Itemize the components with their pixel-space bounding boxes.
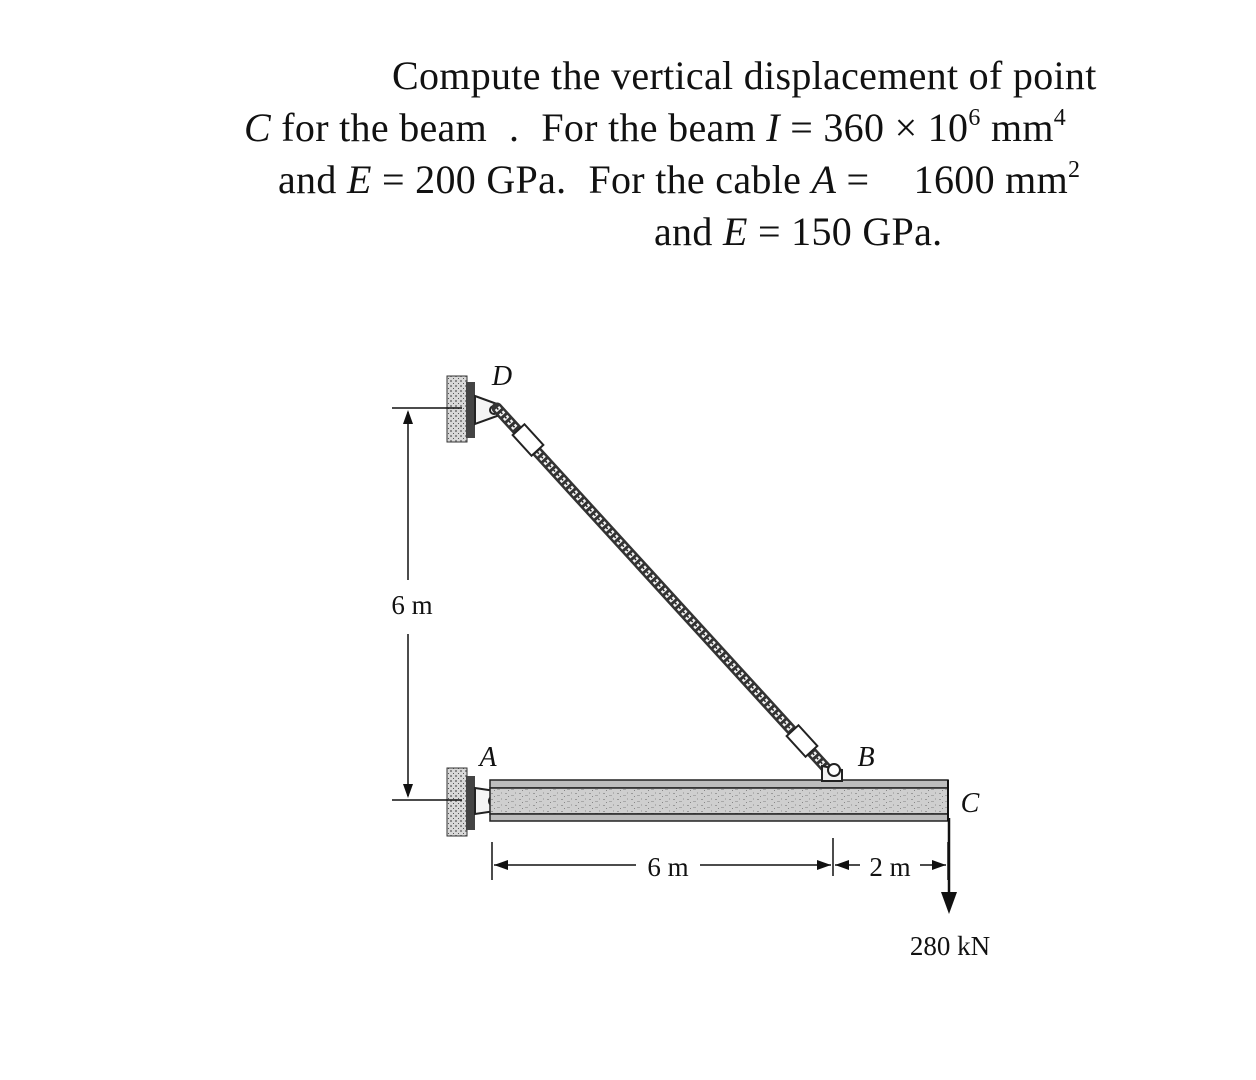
inertia-exponent: 6 [968, 105, 981, 131]
cable [497, 408, 842, 781]
beam-modulus-symbol: E [346, 157, 372, 202]
point-c-label: C [960, 788, 980, 819]
beam-inertia-phrase: For the beam [541, 105, 767, 150]
load-label: 280 kN [909, 931, 991, 961]
cable-area-exponent: 2 [1068, 157, 1081, 183]
problem-line-1-text: Compute the vertical displacement of point [392, 53, 1097, 98]
and-text-2: and [654, 209, 723, 254]
span-bc-label: 2 m [869, 852, 911, 882]
stray-dot: . [509, 105, 520, 150]
cable-pin-b [822, 764, 842, 781]
cable-modulus-value: = 150 GPa. [747, 209, 943, 254]
span-ab-label: 6 m [647, 852, 689, 882]
cable-area-phrase: For the cable [588, 157, 812, 202]
point-c-symbol: C [244, 105, 271, 150]
beam-phrase: for the beam [270, 105, 488, 150]
cable-area-symbol: A [811, 157, 837, 202]
equals-sign: = [836, 157, 880, 202]
inertia-value: = 360 × 10 [779, 105, 969, 150]
point-d-label: D [491, 361, 513, 392]
inertia-symbol: I [766, 105, 780, 150]
load-arrow [941, 818, 957, 914]
point-a-label: A [479, 742, 497, 773]
and-text: and [278, 157, 347, 202]
inertia-unit-exponent: 4 [1053, 105, 1067, 131]
point-b-label: B [857, 742, 875, 773]
height-dimension-label: 6 m [391, 590, 433, 620]
beam [490, 780, 948, 821]
upper-wall-support [447, 376, 498, 442]
inertia-unit: mm [980, 105, 1054, 150]
beam-modulus-value: = 200 GPa. [371, 157, 567, 202]
cable-area-value: 1600 mm [913, 157, 1068, 202]
cable-modulus-symbol: E [722, 209, 748, 254]
